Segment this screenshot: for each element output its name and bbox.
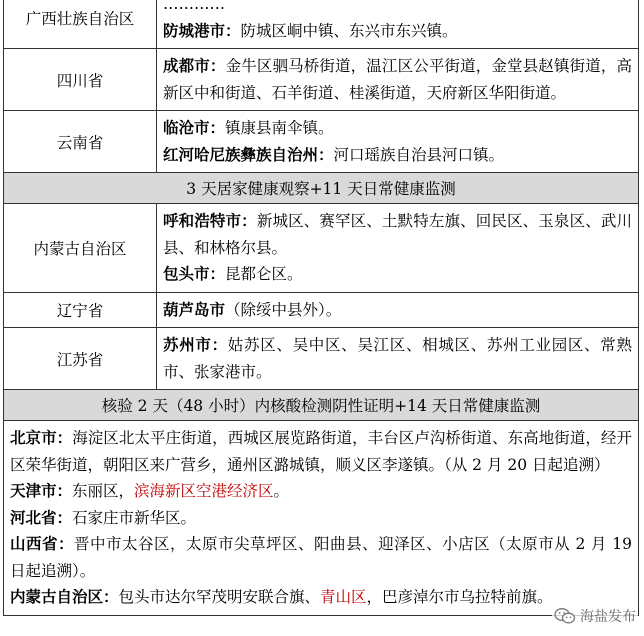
- city-name: 河北省：: [10, 507, 73, 527]
- area-text: 河口瑶族自治县河口镇。: [333, 145, 505, 164]
- area-text: 海淀区北太平庄街道，西城区展览路街道，丰台区卢沟桥街道、东高地街道，经开区荣华街道，朝阳区来广营乡，通州区潞城镇，顺义区李遂镇。（从 2 月 20 日起追溯）: [10, 429, 632, 474]
- area-list: [4, 421, 639, 616]
- city-name: 临沧市：: [163, 118, 226, 137]
- section-title: 核验 2 天（48 小时）内核酸检测阴性证明+14 天日常健康监测: [4, 390, 639, 421]
- city-name: 包头市：: [163, 264, 226, 283]
- area-list: [157, 292, 639, 328]
- watermark: [552, 606, 638, 626]
- wechat-icon: [554, 607, 576, 625]
- area-text: 。: [273, 482, 290, 500]
- area-line: [10, 584, 632, 611]
- area-text: （除绥中县外）。: [225, 300, 342, 319]
- city-name: 呼和浩特市：: [163, 211, 257, 230]
- city-name: 天津市：: [10, 481, 73, 500]
- area-text: 晋中市太谷区，太原市尖草坪区、阳曲县、迎泽区、小店区（太原市从 2 月 19 日起追溯）。: [10, 535, 632, 580]
- watermark-label: 海盐发布: [580, 609, 636, 625]
- city-name: 葫芦岛市: [163, 299, 226, 319]
- highlighted-area: 青山区: [320, 588, 367, 606]
- area-text: 姑苏区、吴中区、吴江区、相城区、苏州工业园区、常熟市、张家港市。: [163, 336, 632, 381]
- area-list: [157, 328, 639, 390]
- area-line: [163, 261, 632, 288]
- area-text: 包头市达尔罕茂明安联合旗、: [118, 588, 321, 606]
- city-name: 山西省：: [10, 534, 75, 553]
- city-name: 北京市：: [10, 428, 73, 447]
- area-text: 石家庄市新华区。: [72, 508, 197, 527]
- area-line: [163, 142, 632, 169]
- region-row: [4, 292, 639, 328]
- area-list: [157, 111, 639, 173]
- area-list: [157, 204, 639, 293]
- region-row: [4, 328, 639, 390]
- area-line: [163, 297, 632, 324]
- province-name: 广西壮族自治区: [4, 0, 157, 49]
- area-list: [157, 49, 639, 111]
- area-text: 镇康县南伞镇。: [225, 119, 334, 137]
- section-header-row: [4, 173, 639, 204]
- area-text: …………: [163, 0, 225, 13]
- province-name: 四川省: [4, 49, 157, 111]
- city-name: 成都市：: [163, 56, 226, 75]
- area-line: [10, 478, 632, 505]
- city-name: 防城港市：: [163, 20, 241, 40]
- area-line: [163, 53, 632, 106]
- province-name: 内蒙古自治区: [4, 204, 157, 293]
- area-line: [163, 208, 632, 261]
- area-text: 防城区峒中镇、东兴市东兴镇。: [240, 21, 458, 40]
- region-row: [4, 204, 639, 293]
- section-title: 3 天居家健康观察+11 天日常健康监测: [4, 173, 639, 204]
- area-line: [163, 115, 632, 142]
- area-line: [10, 531, 632, 584]
- section-header-row: [4, 390, 639, 421]
- area-text: 金牛区驷马桥街道，温江区公平街道，金堂县赵镇街道，高新区中和街道、石羊街道、桂溪街道，天府新区华阳街道。: [163, 57, 632, 102]
- city-name: 内蒙古自治区：: [10, 587, 119, 606]
- area-line: [10, 505, 632, 532]
- city-name: 红河哈尼族彝族自治州：: [163, 144, 334, 164]
- area-line: [163, 0, 632, 18]
- area-list: [157, 0, 639, 49]
- area-text: ，巴彦淖尔市乌拉特前旗。: [366, 588, 553, 606]
- area-line: [163, 18, 632, 45]
- province-name: 辽宁省: [4, 292, 157, 328]
- area-text: 昆都仑区。: [225, 265, 303, 283]
- full-width-row: [4, 421, 639, 616]
- area-line: [163, 332, 632, 385]
- highlighted-area: 滨海新区空港经济区: [134, 482, 274, 500]
- area-text: 新城区、赛罕区、土默特左旗、回民区、玉泉区、武川县、和林格尔县。: [163, 212, 632, 257]
- policy-table: [3, 0, 639, 616]
- region-row: [4, 111, 639, 173]
- area-line: [10, 425, 632, 478]
- area-text: 东丽区，: [72, 482, 135, 500]
- city-name: 苏州市：: [163, 335, 228, 354]
- region-row: [4, 49, 639, 111]
- region-row: [4, 0, 639, 49]
- province-name: 江苏省: [4, 328, 157, 390]
- province-name: 云南省: [4, 111, 157, 173]
